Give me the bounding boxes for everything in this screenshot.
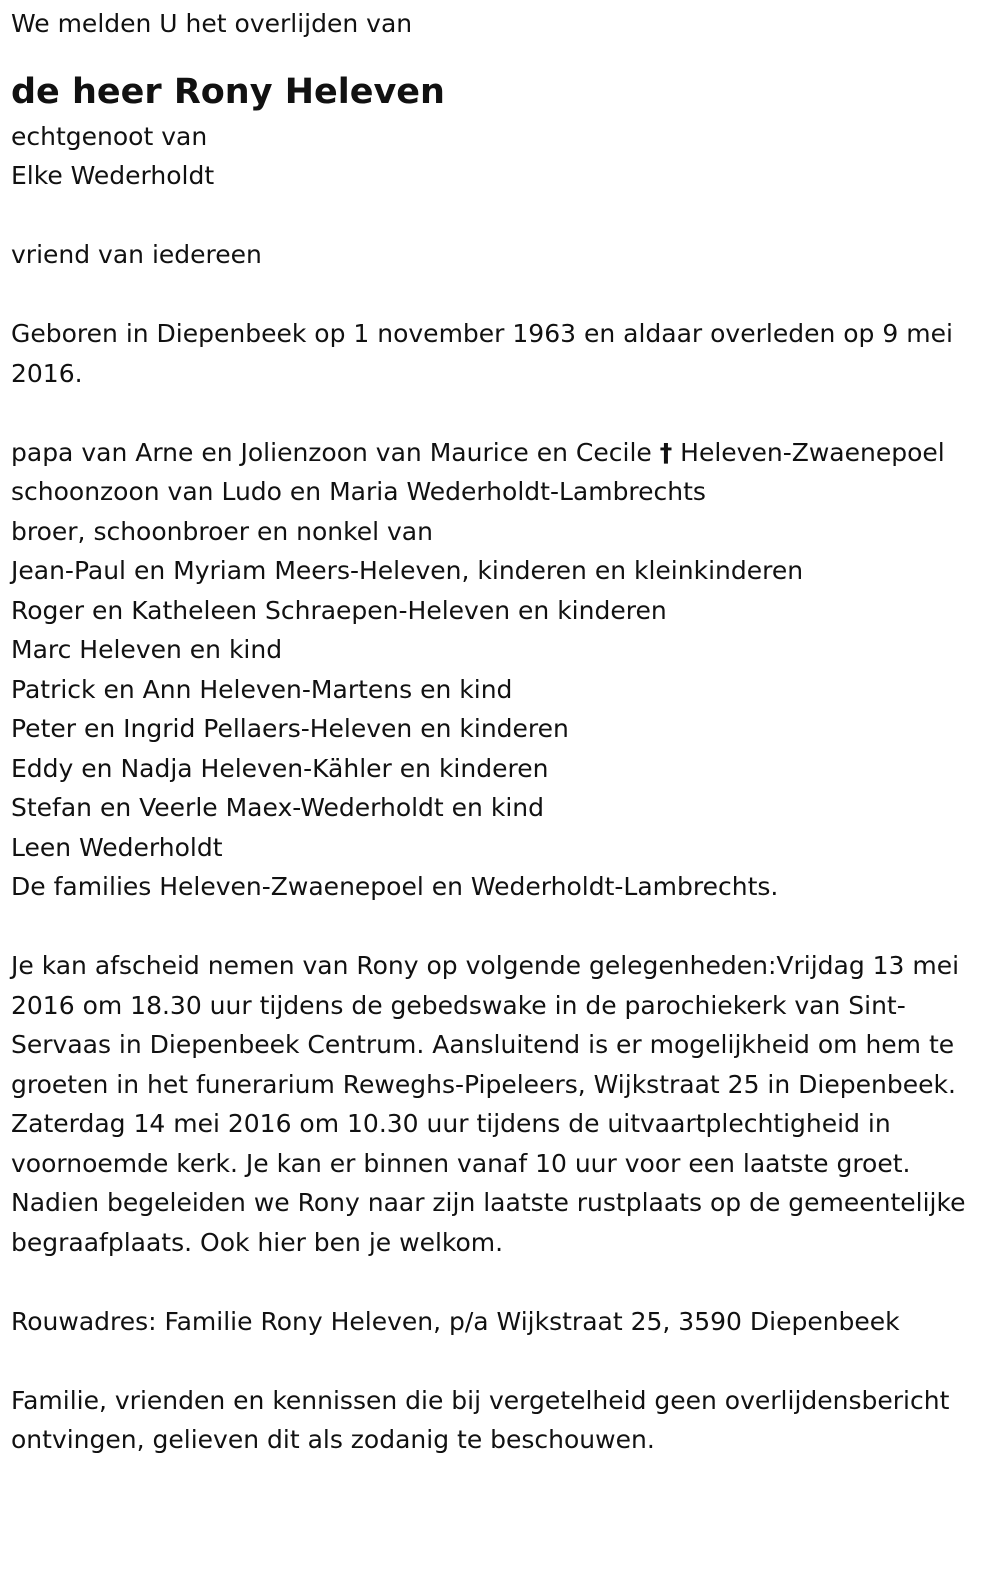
deceased-name: de heer Rony Heleven [11, 71, 445, 112]
intro-text: We melden U het overlijden van [11, 9, 413, 38]
family-line: Eddy en Nadja Heleven-Kähler en kinderen [11, 753, 549, 783]
family-line: schoonzoon van Ludo en Maria Wederholdt-Lambrechts [11, 477, 706, 506]
parents-line [11, 433, 971, 473]
farewell-paragraph-1: Je kan afscheid nemen van Rony op volgende gelegenheden:Vrijdag 13 mei 2016 om 18.30 uur tijdens de gebedswake in de parochiekerk van Sint-Servaas in Diepenbeek Centrum. Aansluitend is er mogelijkheid om hem te groeten in het funerarium Reweghs-Pipeleers, Wijkstraat 25 in Diepenbeek. [11, 951, 960, 1099]
birth-death-text: Geboren in Diepenbeek op 1 november 1963 en aldaar overleden op 9 mei 2016. [11, 319, 953, 388]
friend-text: vriend van iedereen [11, 240, 262, 269]
spacer [11, 196, 1000, 236]
parents-text-start: papa van Arne en Jolienzoon van Maurice en Cecile [11, 437, 660, 467]
parents-text-end: Heleven-Zwaenepoel [672, 437, 945, 467]
family-line: Leen Wederholdt [11, 832, 223, 862]
family-line: broer, schoonbroer en nonkel van [11, 516, 433, 546]
spouse-label: echtgenoot van [11, 121, 208, 151]
family-line: Peter en Ingrid Pellaers-Heleven en kinderen [11, 714, 569, 743]
farewell-paragraph-2: Zaterdag 14 mei 2016 om 10.30 uur tijdens de uitvaartplechtigheid in voornoemde kerk. Je kan er binnen vanaf 10 uur voor een laatste groet. Nadien begeleiden we Rony naar zijn laatste rustplaats op de gemeentelijke begraafplaats. Ook hier ben je welkom. [11, 1109, 966, 1257]
cross-icon: † [659, 437, 673, 467]
family-line: Marc Heleven en kind [11, 635, 283, 664]
closing-text: Familie, vrienden en kennissen die bij vergetelheid geen overlijdensbericht ontvingen, gelieven dit als zodanig te beschouwen. [11, 1385, 950, 1454]
spacer [11, 907, 1000, 947]
family-line: Roger en Katheleen Schraepen-Heleven en kinderen [11, 595, 667, 625]
spacer [11, 275, 1000, 315]
mourning-address: Rouwadres: Familie Rony Heleven, p/a Wijkstraat 25, 3590 Diepenbeek [11, 1306, 900, 1336]
spouse-name: Elke Wederholdt [11, 161, 215, 190]
family-line: Stefan en Veerle Maex-Wederholdt en kind [11, 793, 544, 822]
family-line: De families Heleven-Zwaenepoel en Wederholdt-Lambrechts. [11, 872, 779, 901]
spacer [11, 1262, 1000, 1302]
family-line: Jean-Paul en Myriam Meers-Heleven, kinderen en kleinkinderen [11, 556, 804, 585]
family-line: Patrick en Ann Heleven-Martens en kind [11, 674, 513, 704]
spacer [11, 393, 1000, 433]
spacer [11, 1341, 1000, 1381]
